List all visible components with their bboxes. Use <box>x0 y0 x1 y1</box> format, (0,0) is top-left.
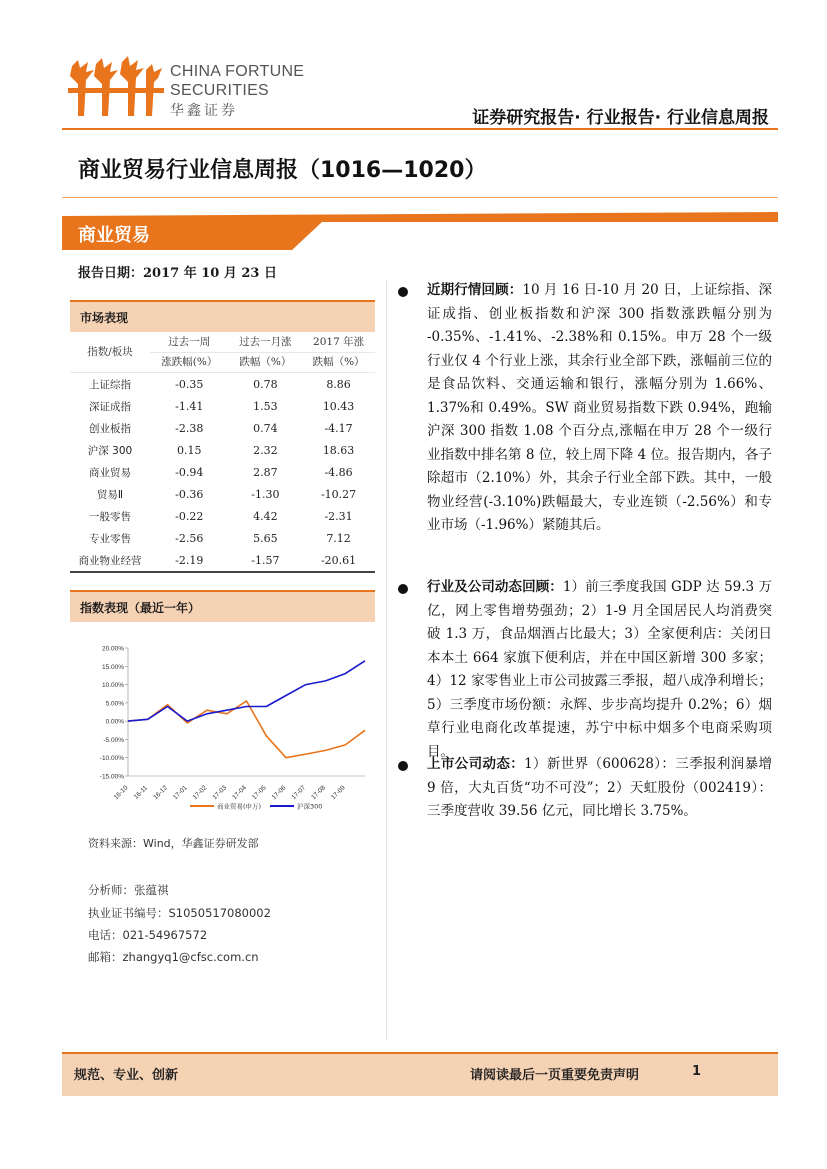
row-year: -20.61 <box>302 549 375 572</box>
analyst-cert: 执业证书编号：S1050517080002 <box>88 906 271 920</box>
row-month: 0.74 <box>253 421 278 435</box>
footer-motto: 规范、专业、创新 <box>74 1068 179 1083</box>
y-tick-label: 10.00% <box>101 682 124 690</box>
row-year: -4.17 <box>324 421 353 435</box>
row-month: 1.53 <box>253 399 278 413</box>
x-tick-label: 17-08 <box>310 784 327 802</box>
x-tick-label: 17-06 <box>270 784 288 802</box>
row-month: 2.32 <box>253 443 278 457</box>
bullet-icon <box>398 761 408 771</box>
paragraph-body: 10 月 16 日-10 月 20 日，上证综指、深证成指、创业板指数和沪深 300 指数涨跌幅分别为 -0.35%、-1.41%、-2.38%和 0.15%。申万 28 个一级行业仅 4 个行业上涨，其余行业全部下跌，涨幅前三位的是食品饮料、交通运输和银行，涨幅分别为 1.66%、1.37%和 0.49%。SW 商业贸易指数下跌 0.94%，跑输沪深 300 指数 1.08 个百分点,涨幅在申万 28 个一级行业指数中排名第 8 位，较上周下降 4 位。报告期内，各子除超市（2.10%）外，其余子行业全部下跌。其中，一般物业经营(-3.10%)跌幅最大，专业连锁（-2.56%）和专业市场（-1.96%）紧随其后。 <box>427 282 772 533</box>
company-logo <box>66 56 166 118</box>
paragraph-body: 1）前三季度我国 GDP 达 59.3 万亿，网上零售增势强劲；2）1-9 月全国居民人均消费突破 1.3 万，食品烟酒占比最大；3）全家便利店：关闭日本本土 664 家旗下便利店，并在中国区新增 300 多家；4）12 家零售业上市公司披露三季报，超八成净利增长；5）三季度市场份额：永辉、步步高均提升 0.2%；6）烟草行业电商化改革提速，苏宁中标中烟多个电商采购项目。 <box>427 579 773 760</box>
x-tick-label: 16-10 <box>112 784 130 802</box>
table-row <box>70 483 375 505</box>
table-row <box>70 505 375 527</box>
row-week: -0.36 <box>175 487 204 501</box>
brand-name-en: CHINA FORTUNE <box>170 63 305 80</box>
row-name: 沪深 300 <box>87 444 133 457</box>
row-year: 18.63 <box>322 443 355 457</box>
market-review-paragraph <box>427 279 772 538</box>
row-week: -0.22 <box>175 509 204 523</box>
col-header-month-2: 跌幅（%） <box>229 353 303 373</box>
row-name: 一般零售 <box>89 510 131 523</box>
y-tick-label: -5.00% <box>103 736 124 744</box>
table-row <box>70 439 375 461</box>
row-name: 创业板指 <box>89 422 131 435</box>
col-header-year-2: 跌幅（%） <box>302 353 375 373</box>
col-header-week-2: 涨跌幅(%） <box>150 353 229 373</box>
section-banner <box>62 212 778 250</box>
header-rule <box>62 128 778 130</box>
table-row <box>70 527 375 549</box>
market-heading: 市场表现 <box>80 311 129 325</box>
table-header-row <box>70 333 375 353</box>
market-table <box>70 333 375 573</box>
table-row <box>70 549 375 572</box>
x-tick-label: 17-07 <box>290 784 308 802</box>
index-heading: 指数表现（最近一年） <box>80 601 201 615</box>
document-title: 商业贸易行业信息周报（1016—1020） <box>78 158 487 183</box>
row-year: 7.12 <box>326 531 351 545</box>
row-year: 8.86 <box>326 377 351 391</box>
y-tick-label: 20.00% <box>101 645 124 653</box>
row-month: -1.57 <box>229 549 303 572</box>
y-tick-label: 0.00% <box>105 718 124 726</box>
row-year: -2.31 <box>324 509 353 523</box>
paragraph-heading: 行业及公司动态回顾： <box>427 579 563 595</box>
data-source: 资料来源：Wind，华鑫证券研发部 <box>88 837 259 850</box>
section-title: 商业贸易 <box>78 225 150 246</box>
brand-name-cn: 华鑫证券 <box>170 103 238 119</box>
row-month: -1.30 <box>251 487 280 501</box>
row-week: -2.19 <box>150 549 229 572</box>
row-week: -2.56 <box>175 531 204 545</box>
legend-label: 沪深300 <box>297 802 323 811</box>
legend-label: 商业贸易(申万) <box>217 802 262 811</box>
row-name: 商业贸易 <box>89 466 131 479</box>
paragraph-heading: 上市公司动态： <box>427 756 525 772</box>
index-chart <box>70 630 375 825</box>
analyst-name: 分析师：张蕴祺 <box>88 883 169 897</box>
bullet-icon <box>398 584 408 594</box>
title-rule <box>62 197 778 198</box>
row-year: 10.43 <box>322 399 355 413</box>
row-name: 贸易Ⅱ <box>96 488 124 501</box>
row-month: 4.42 <box>253 509 278 523</box>
col-header-year: 2017 年涨 <box>302 333 375 353</box>
col-header-month: 过去一月涨 <box>229 333 303 353</box>
row-year: -4.86 <box>324 465 353 479</box>
row-name: 上证综指 <box>89 378 131 391</box>
row-week: -0.94 <box>175 465 204 479</box>
x-tick-label: 17-05 <box>250 784 268 802</box>
y-tick-label: -10.00% <box>99 755 124 763</box>
x-tick-label: 17-09 <box>329 784 347 802</box>
analyst-email: 邮箱：zhangyq1@cfsc.com.cn <box>88 950 259 964</box>
row-week: -2.38 <box>175 421 204 435</box>
paragraph-body: 1）新世界（600628）：三季报利润暴增 9 倍，大丸百货“功不可没”；2）天虹股份（002419）：三季度营收 39.56 亿元，同比增长 3.75%。 <box>427 756 773 819</box>
company-news-paragraph <box>427 753 772 824</box>
footer-disclaimer-link[interactable]: 请阅读最后一页重要免责声明 <box>470 1068 640 1083</box>
x-tick-label: 17-04 <box>231 784 248 802</box>
page-number: 1 <box>692 1064 702 1079</box>
table-row <box>70 373 375 396</box>
x-tick-label: 17-01 <box>171 784 189 802</box>
x-tick-label: 17-02 <box>191 784 209 802</box>
row-month: 0.78 <box>253 377 278 391</box>
report-type: 证券研究报告· 行业报告· 行业信息周报 <box>472 108 769 128</box>
index-heading-box <box>70 590 375 622</box>
brand-name-en-line2: SECURITIES <box>170 82 270 99</box>
column-divider <box>386 280 387 1040</box>
row-name: 专业零售 <box>89 532 131 545</box>
report-date: 报告日期：2017 年 10 月 23 日 <box>78 266 277 281</box>
row-name: 深证成指 <box>89 400 131 413</box>
y-tick-label: 15.00% <box>101 663 124 671</box>
col-header-week: 过去一周 <box>150 333 229 353</box>
table-row <box>70 461 375 483</box>
bullet-icon <box>398 287 408 297</box>
table-row <box>70 417 375 439</box>
row-week: 0.15 <box>177 443 202 457</box>
col-header-index: 指数/板块 <box>70 333 150 373</box>
table-row <box>70 395 375 417</box>
row-month: 5.65 <box>253 531 278 545</box>
industry-news-paragraph <box>427 576 772 764</box>
x-tick-label: 17-03 <box>211 784 229 802</box>
y-tick-label: -15.00% <box>99 773 124 781</box>
row-week: -0.35 <box>175 377 204 391</box>
row-name: 商业物业经营 <box>70 549 150 572</box>
paragraph-heading: 近期行情回顾： <box>427 282 523 298</box>
analyst-phone: 电话：021-54967572 <box>88 928 208 942</box>
row-month: 2.87 <box>253 465 278 479</box>
market-heading-box <box>70 300 375 332</box>
row-week: -1.41 <box>175 399 204 413</box>
series-line <box>128 661 365 721</box>
y-tick-label: 5.00% <box>105 700 124 708</box>
x-tick-label: 16-12 <box>152 784 169 802</box>
x-tick-label: 16-11 <box>132 784 150 801</box>
row-year: -10.27 <box>320 487 357 501</box>
